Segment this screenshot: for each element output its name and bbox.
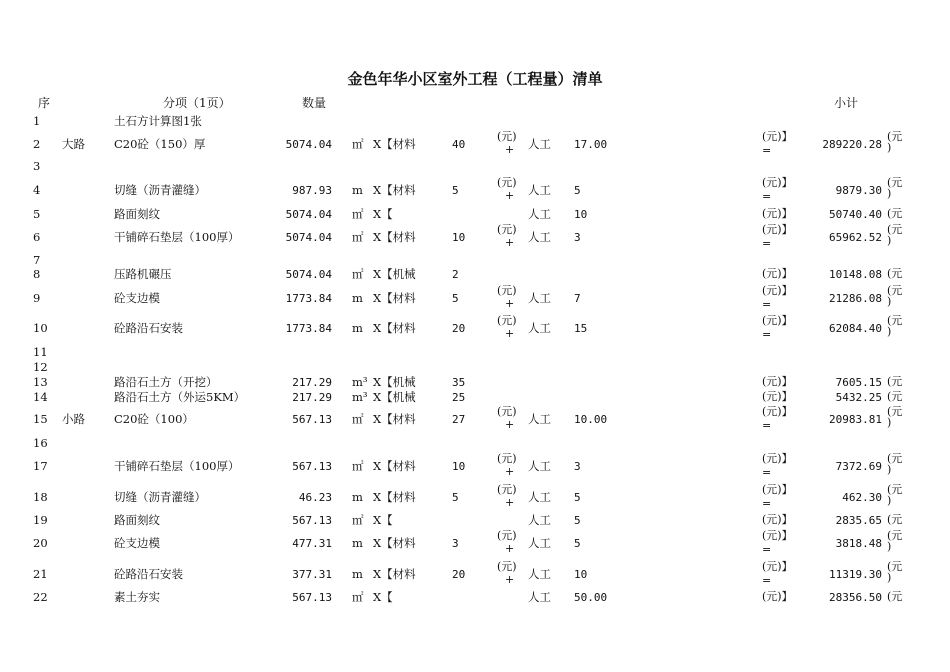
- cell-labor: 人工: [528, 230, 551, 244]
- cell-qty: 5074.04: [285, 138, 332, 151]
- cell-labor: 人工: [528, 291, 551, 305]
- cell-yuan: (元): [497, 483, 517, 496]
- cell-plus: +: [505, 189, 515, 202]
- cell-seq: 10: [33, 321, 48, 335]
- cell-op: X【机械: [373, 375, 416, 389]
- cell-name: 干铺碎石垫层（100厚）: [114, 459, 240, 473]
- cell-unit: m: [352, 567, 363, 581]
- cell-unit: ㎡: [352, 267, 364, 281]
- cell-unit: ㎡: [352, 459, 364, 473]
- cell-yuan-close: (元)】: [762, 207, 793, 220]
- cell-yuan-close: (元)】: [762, 590, 793, 603]
- cell-seq: 16: [33, 436, 48, 450]
- cell-qty: 567.13: [292, 460, 332, 473]
- cell-yuan-close: (元)】: [762, 483, 793, 496]
- cell-op: X【机械: [373, 267, 416, 281]
- cell-lval: 10.00: [574, 413, 608, 426]
- cell-qty: 987.93: [292, 184, 332, 197]
- cell-yuan-close: (元)】: [762, 560, 793, 573]
- cell-yuan-tail: (元 ): [887, 529, 903, 553]
- cell-equals: =: [762, 237, 772, 250]
- cell-yuan-close: (元)】: [762, 130, 793, 143]
- cell-qty: 5074.04: [285, 208, 332, 221]
- cell-yuan-close: (元)】: [762, 267, 793, 280]
- cell-total: 462.30: [842, 491, 882, 504]
- cell-yuan: (元): [497, 223, 517, 236]
- cell-seq: 4: [33, 183, 41, 197]
- cell-lval: 5: [574, 514, 581, 527]
- cell-unit: ㎡: [352, 137, 364, 151]
- cell-seq: 1: [33, 114, 41, 128]
- cell-yuan-tail: (元 ): [887, 483, 903, 507]
- cell-op: X【: [373, 207, 393, 221]
- cell-total: 62084.40: [829, 322, 882, 335]
- cell-plus: +: [505, 418, 515, 431]
- cell-qty: 217.29: [292, 391, 332, 404]
- cell-total: 7605.15: [835, 376, 882, 389]
- cell-lval: 10: [574, 208, 588, 221]
- cell-yuan-tail: (元 ): [887, 314, 903, 338]
- cell-plus: +: [505, 542, 515, 555]
- cell-unit: ㎡: [352, 207, 364, 221]
- cell-op: X【材料: [373, 291, 416, 305]
- cell-seq: 5: [33, 207, 41, 221]
- cell-plus: +: [505, 327, 515, 340]
- cell-yuan-close: (元)】: [762, 390, 793, 403]
- cell-name: 切缝（沥青灌缝）: [114, 183, 206, 197]
- cell-total: 5432.25: [835, 391, 882, 404]
- cell-rate: 3: [452, 537, 459, 550]
- cell-labor: 人工: [528, 137, 551, 151]
- cell-equals: =: [762, 298, 772, 311]
- cell-yuan-tail: (元: [887, 375, 903, 388]
- cell-op: X【材料: [373, 567, 416, 581]
- cell-lval: 17.00: [574, 138, 608, 151]
- cell-yuan: (元): [497, 452, 517, 465]
- page-title: 金色年华小区室外工程（工程量）清单: [347, 70, 603, 88]
- cell-yuan: (元): [497, 405, 517, 418]
- cell-seq: 17: [33, 459, 48, 473]
- cell-rate: 27: [452, 413, 466, 426]
- cell-equals: =: [762, 543, 772, 556]
- cell-lval: 7: [574, 292, 581, 305]
- cell-labor: 人工: [528, 207, 551, 221]
- cell-op: X【材料: [373, 412, 416, 426]
- cell-unit: m: [352, 321, 363, 335]
- cell-sec: 小路: [62, 412, 85, 426]
- cell-name: C20砼（100）: [114, 412, 194, 426]
- cell-rate: 10: [452, 231, 466, 244]
- cell-total: 3818.48: [835, 537, 882, 550]
- cell-yuan-tail: (元: [887, 207, 903, 220]
- cell-rate: 5: [452, 184, 459, 197]
- cell-lval: 5: [574, 537, 581, 550]
- cell-yuan-close: (元)】: [762, 284, 793, 297]
- header-subtotal: 小计: [834, 96, 859, 110]
- cell-labor: 人工: [528, 567, 551, 581]
- cell-unit: ㎡: [352, 590, 364, 604]
- cell-yuan-tail: (元 ): [887, 284, 903, 308]
- cell-qty: 567.13: [292, 514, 332, 527]
- cell-seq: 20: [33, 536, 48, 550]
- cell-rate: 40: [452, 138, 466, 151]
- cell-unit: m³: [352, 390, 368, 404]
- cell-seq: 9: [33, 291, 41, 305]
- cell-qty: 1773.84: [285, 292, 332, 305]
- cell-op: X【材料: [373, 183, 416, 197]
- cell-unit: m: [352, 183, 363, 197]
- cell-seq: 21: [33, 567, 48, 581]
- cell-equals: =: [762, 419, 772, 432]
- cell-qty: 567.13: [292, 413, 332, 426]
- cell-rate: 20: [452, 322, 466, 335]
- cell-total: 65962.52: [829, 231, 882, 244]
- cell-equals: =: [762, 574, 772, 587]
- cell-yuan-close: (元)】: [762, 314, 793, 327]
- cell-seq: 3: [33, 159, 41, 173]
- cell-yuan-close: (元)】: [762, 529, 793, 542]
- cell-unit: ㎡: [352, 412, 364, 426]
- cell-lval: 3: [574, 231, 581, 244]
- header-seq: 序: [38, 96, 51, 110]
- cell-unit: m: [352, 536, 363, 550]
- cell-yuan-close: (元)】: [762, 405, 793, 418]
- cell-yuan-tail: (元 ): [887, 176, 903, 200]
- cell-lval: 5: [574, 491, 581, 504]
- cell-yuan-tail: (元 ): [887, 223, 903, 247]
- cell-unit: ㎡: [352, 513, 364, 527]
- cell-unit: m: [352, 291, 363, 305]
- cell-lval: 5: [574, 184, 581, 197]
- cell-yuan-tail: (元 ): [887, 130, 903, 154]
- header-qty: 数量: [302, 96, 327, 110]
- cell-qty: 477.31: [292, 537, 332, 550]
- cell-yuan-tail: (元 ): [887, 560, 903, 584]
- cell-labor: 人工: [528, 183, 551, 197]
- cell-total: 7372.69: [835, 460, 882, 473]
- cell-equals: =: [762, 497, 772, 510]
- cell-yuan-tail: (元: [887, 267, 903, 280]
- cell-yuan: (元): [497, 560, 517, 573]
- cell-lval: 15: [574, 322, 588, 335]
- cell-yuan-close: (元)】: [762, 513, 793, 526]
- cell-seq: 8: [33, 267, 41, 281]
- cell-name: 路沿石土方（外运5KM）: [114, 390, 246, 404]
- header-item: 分项（1页）: [163, 96, 231, 110]
- cell-seq: 2: [33, 137, 41, 151]
- cell-total: 9879.30: [835, 184, 882, 197]
- cell-qty: 377.31: [292, 568, 332, 581]
- cell-name: 路沿石土方（开挖）: [114, 375, 218, 389]
- cell-unit: m³: [352, 375, 368, 389]
- cell-labor: 人工: [528, 459, 551, 473]
- cell-plus: +: [505, 143, 515, 156]
- cell-plus: +: [505, 465, 515, 478]
- cell-op: X【材料: [373, 490, 416, 504]
- cell-yuan: (元): [497, 130, 517, 143]
- cell-op: X【: [373, 513, 393, 527]
- cell-qty: 567.13: [292, 591, 332, 604]
- cell-yuan: (元): [497, 176, 517, 189]
- cell-op: X【材料: [373, 459, 416, 473]
- cell-name: 路面刻纹: [114, 207, 160, 221]
- cell-qty: 217.29: [292, 376, 332, 389]
- cell-op: X【材料: [373, 137, 416, 151]
- cell-total: 28356.50: [829, 591, 882, 604]
- cell-plus: +: [505, 496, 515, 509]
- cell-op: X【机械: [373, 390, 416, 404]
- cell-plus: +: [505, 236, 515, 249]
- cell-sec: 大路: [62, 137, 85, 151]
- cell-seq: 7: [33, 253, 41, 267]
- cell-qty: 1773.84: [285, 322, 332, 335]
- cell-name: 压路机碾压: [114, 267, 172, 281]
- cell-rate: 5: [452, 491, 459, 504]
- cell-name: 砼路沿石安装: [114, 321, 183, 335]
- cell-yuan-tail: (元: [887, 513, 903, 526]
- cell-name: 切缝（沥青灌缝）: [114, 490, 206, 504]
- cell-lval: 10: [574, 568, 588, 581]
- cell-lval: 3: [574, 460, 581, 473]
- cell-seq: 13: [33, 375, 48, 389]
- cell-labor: 人工: [528, 412, 551, 426]
- cell-equals: =: [762, 328, 772, 341]
- cell-rate: 10: [452, 460, 466, 473]
- cell-yuan-close: (元)】: [762, 452, 793, 465]
- cell-yuan-tail: (元: [887, 590, 903, 603]
- cell-yuan-tail: (元 ): [887, 405, 903, 429]
- cell-total: 21286.08: [829, 292, 882, 305]
- cell-total: 10148.08: [829, 268, 882, 281]
- cell-yuan: (元): [497, 284, 517, 297]
- cell-seq: 18: [33, 490, 48, 504]
- cell-labor: 人工: [528, 536, 551, 550]
- cell-yuan-close: (元)】: [762, 223, 793, 236]
- cell-seq: 11: [33, 345, 48, 359]
- cell-seq: 19: [33, 513, 48, 527]
- cell-seq: 22: [33, 590, 48, 604]
- cell-name: 素土夯实: [114, 590, 160, 604]
- cell-equals: =: [762, 190, 772, 203]
- cell-qty: 5074.04: [285, 268, 332, 281]
- cell-labor: 人工: [528, 513, 551, 527]
- cell-op: X【: [373, 590, 393, 604]
- cell-seq: 15: [33, 412, 48, 426]
- cell-total: 20983.81: [829, 413, 882, 426]
- cell-rate: 25: [452, 391, 466, 404]
- cell-name: 砼支边模: [114, 291, 160, 305]
- cell-name: 干铺碎石垫层（100厚）: [114, 230, 240, 244]
- cell-seq: 12: [33, 360, 48, 374]
- cell-name: 砼路沿石安装: [114, 567, 183, 581]
- cell-total: 50740.40: [829, 208, 882, 221]
- cell-total: 2835.65: [835, 514, 882, 527]
- cell-seq: 6: [33, 230, 41, 244]
- cell-seq: 14: [33, 390, 48, 404]
- cell-total: 289220.28: [822, 138, 882, 151]
- cell-op: X【材料: [373, 536, 416, 550]
- cell-yuan: (元): [497, 529, 517, 542]
- cell-name: 土石方计算图1张: [114, 114, 202, 128]
- cell-yuan-close: (元)】: [762, 176, 793, 189]
- cell-unit: m: [352, 490, 363, 504]
- cell-name: C20砼（150）厚: [114, 137, 206, 151]
- cell-unit: ㎡: [352, 230, 364, 244]
- cell-rate: 20: [452, 568, 466, 581]
- cell-plus: +: [505, 573, 515, 586]
- cell-total: 11319.30: [829, 568, 882, 581]
- cell-rate: 5: [452, 292, 459, 305]
- cell-name: 砼支边模: [114, 536, 160, 550]
- cell-yuan-tail: (元: [887, 390, 903, 403]
- cell-qty: 5074.04: [285, 231, 332, 244]
- cell-lval: 50.00: [574, 591, 608, 604]
- cell-rate: 35: [452, 376, 466, 389]
- cell-equals: =: [762, 466, 772, 479]
- cell-yuan-tail: (元 ): [887, 452, 903, 476]
- cell-yuan: (元): [497, 314, 517, 327]
- cell-equals: =: [762, 144, 772, 157]
- cell-labor: 人工: [528, 590, 551, 604]
- cell-plus: +: [505, 297, 515, 310]
- cell-name: 路面刻纹: [114, 513, 160, 527]
- cell-labor: 人工: [528, 490, 551, 504]
- cell-yuan-close: (元)】: [762, 375, 793, 388]
- cell-rate: 2: [452, 268, 459, 281]
- cell-labor: 人工: [528, 321, 551, 335]
- cell-op: X【材料: [373, 321, 416, 335]
- cell-qty: 46.23: [298, 491, 332, 504]
- cell-op: X【材料: [373, 230, 416, 244]
